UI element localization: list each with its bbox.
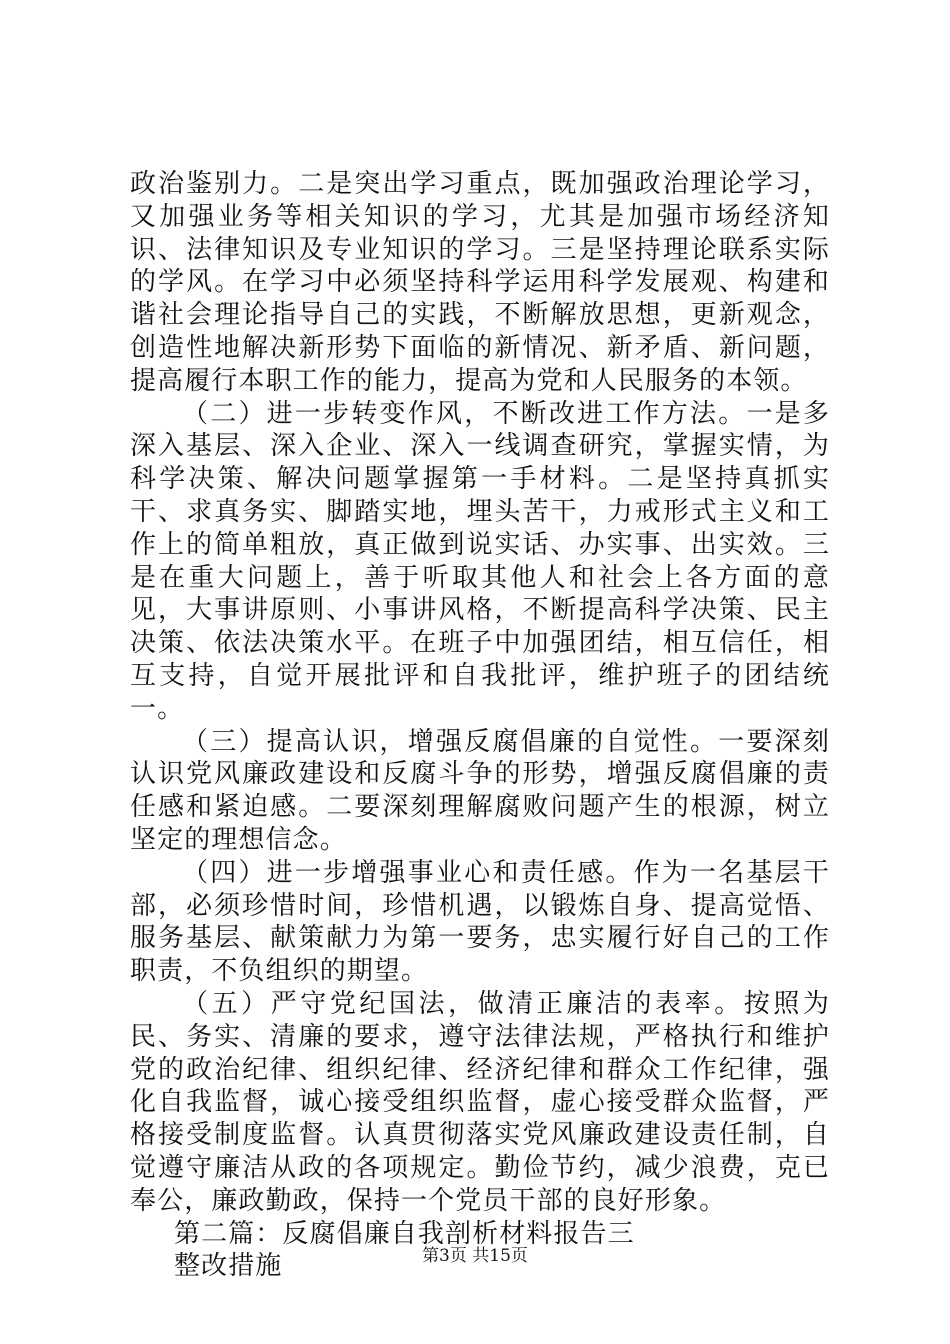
paragraph-item-2: （二）进一步转变作风，不断改进工作方法。一是多深入基层、深入企业、深入一线调查研究，掌握实情，为科学决策、解决问题掌握第一手材料。二是坚持真抓实干、求真务实、脚踏实地，埋头苦干，力戒形式主义和工作上的简单粗放，真正做到说实话、办实事、出实效。三是在重大问题上，善于听取其他人和社会上各方面的意见，大事讲原则、小事讲风格，不断提高科学决策、民主决策、依法决策水平。在班子中加强团结，相互信任，相互支持，自觉开展批评和自我批评，维护班子的团结统一。 bbox=[130, 398, 830, 724]
section-title: 第二篇：反腐倡廉自我剖析材料报告三 bbox=[174, 1218, 635, 1249]
paragraph-continuation: 政治鉴别力。二是突出学习重点，既加强政治理论学习，又加强业务等相关知识的学习，尤其是加强市场经济知识、法律知识及专业知识的学习。三是坚持理论联系实际的学风。在学习中必须坚持科学运用科学发展观、构建和谐社会理论指导自己的实践，不断解放思想，更新观念，创造性地解决新形势下面临的新情况、新矛盾、新问题，提高履行本职工作的能力，提高为党和人民服务的本领。 bbox=[130, 169, 830, 396]
document-body bbox=[130, 168, 830, 1283]
paragraph-item-4: （四）进一步增强事业心和责任感。作为一名基层干部，必须珍惜时间，珍惜机遇，以锻炼自身、提高觉悟、服务基层、献策献力为第一要务，忠实履行好自己的工作职责，不负组织的期望。 bbox=[130, 857, 830, 987]
page-footer: 第3页 共15页 bbox=[422, 1246, 528, 1266]
paragraph-item-5: （五）严守党纪国法，做清正廉洁的表率。按照为民、务实、清廉的要求，遵守法律法规，严格执行和维护党的政治纪律、组织纪律、经济纪律和群众工作纪律，强化自我监督，诚心接受组织监督，虚心接受群众监督，严格接受制度监督。认真贯彻落实党风廉政建设责任制，自觉遵守廉洁从政的各项规定。勤俭节约，减少浪费，克已奉公，廉政勤政，保持一个党员干部的良好形象。 bbox=[130, 988, 830, 1216]
section-subtitle: 整改措施 bbox=[174, 1251, 283, 1282]
paragraph-item-3: （三）提高认识，增强反腐倡廉的自觉性。一要深刻认识党风廉政建设和反腐斗争的形势，增强反腐倡廉的责任感和紧迫感。二要深刻理解腐败问题产生的根源，树立坚定的理想信念。 bbox=[130, 726, 830, 855]
